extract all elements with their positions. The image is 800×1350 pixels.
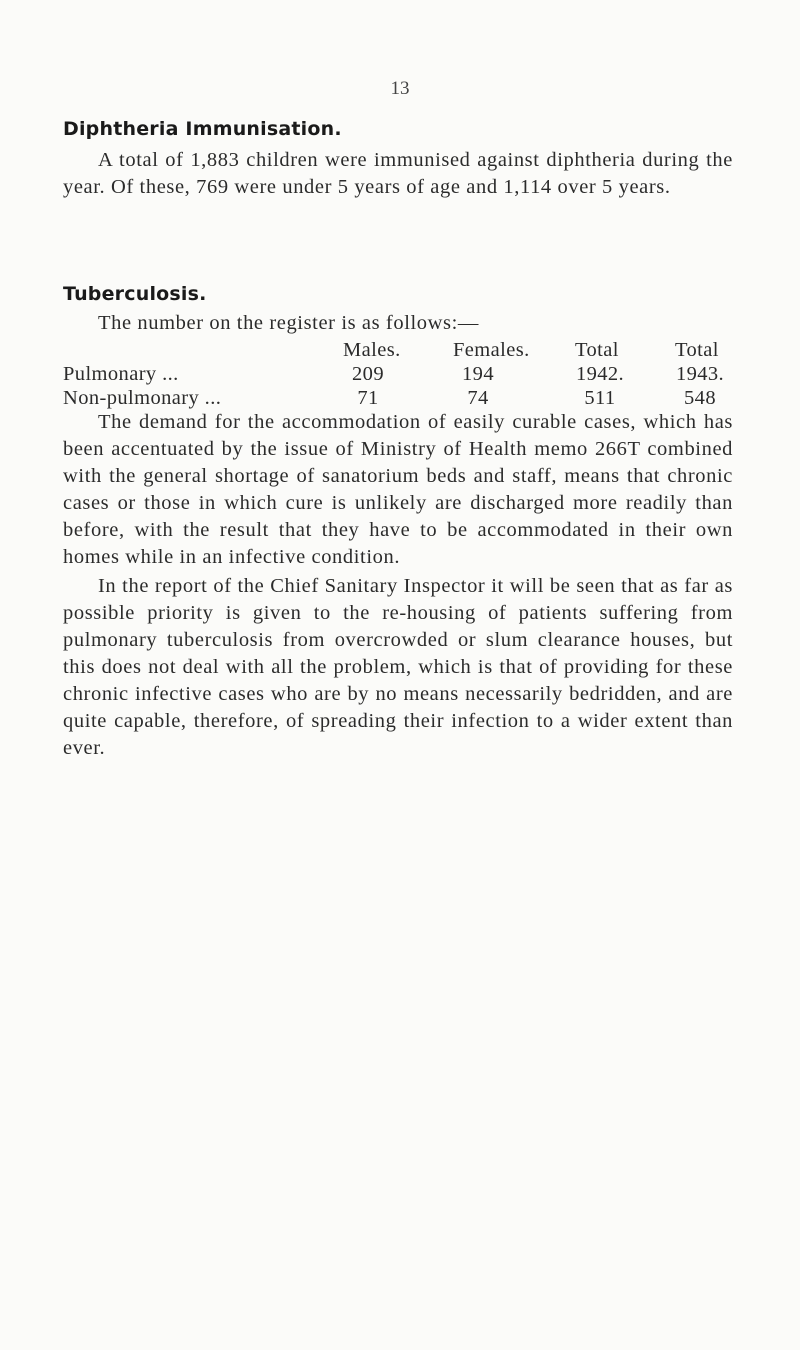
demand-paragraph — [63, 409, 733, 571]
cell-males: 209 — [352, 363, 384, 385]
cell-females: 74 — [467, 387, 489, 409]
header-total-1943: Total — [675, 339, 719, 361]
header-males: Males. — [343, 339, 401, 361]
report-text: In the report of the Chief Sanitary Inspector it will be seen that as far as possible priority is given to the re-housing of patients suffering from pulmonary tuberculosis from overcrowded or slum clearance houses, but this does not deal with all the problem, which is that of providing for these chronic infective cases who are by no means necessarily bedridden, and are quite capable, therefore, of spreading their infection to a wider extent than ever. — [63, 575, 733, 759]
cell-total-1942: 511 — [584, 387, 616, 409]
row-label: Non-pulmonary ... — [63, 387, 222, 409]
cell-total-1943: 548 — [684, 387, 716, 409]
diphtheria-heading: Diphtheria Immunisation. — [63, 118, 342, 140]
tuberculosis-intro-text: The number on the register is as follows:— — [98, 312, 480, 334]
tuberculosis-register-table — [63, 339, 743, 411]
demand-text: The demand for the accommodation of easily curable cases, which has been accentuated by the issue of Ministry of Health memo 266T combined with the general shortage of sanatorium beds and staff, means that chronic cases or those in which cure is unlikely are discharged more readily than before, with the result that they have to be accommodated in their own homes while in an infective condition. — [63, 411, 733, 568]
tuberculosis-intro — [63, 310, 733, 337]
tuberculosis-heading: Tuberculosis. — [63, 283, 207, 305]
header-females: Females. — [453, 339, 530, 361]
diphtheria-text: A total of 1,883 children were immunised against diphtheria during the year. Of these, 769 were under 5 years of age and 1,114 over 5 years. — [63, 149, 733, 198]
diphtheria-paragraph — [63, 147, 733, 201]
table-row-pulmonary — [63, 363, 743, 387]
cell-females: 194 — [462, 363, 494, 385]
table-header-row — [63, 339, 743, 363]
cell-males: 71 — [357, 387, 379, 409]
cell-total-1942: 1942. — [575, 363, 625, 385]
table-row-non-pulmonary — [63, 387, 743, 411]
report-paragraph — [63, 573, 733, 762]
row-label: Pulmonary ... — [63, 363, 179, 385]
cell-total-1943: 1943. — [675, 363, 725, 385]
page-number: 13 — [390, 78, 410, 99]
header-total-1942: Total — [575, 339, 619, 361]
